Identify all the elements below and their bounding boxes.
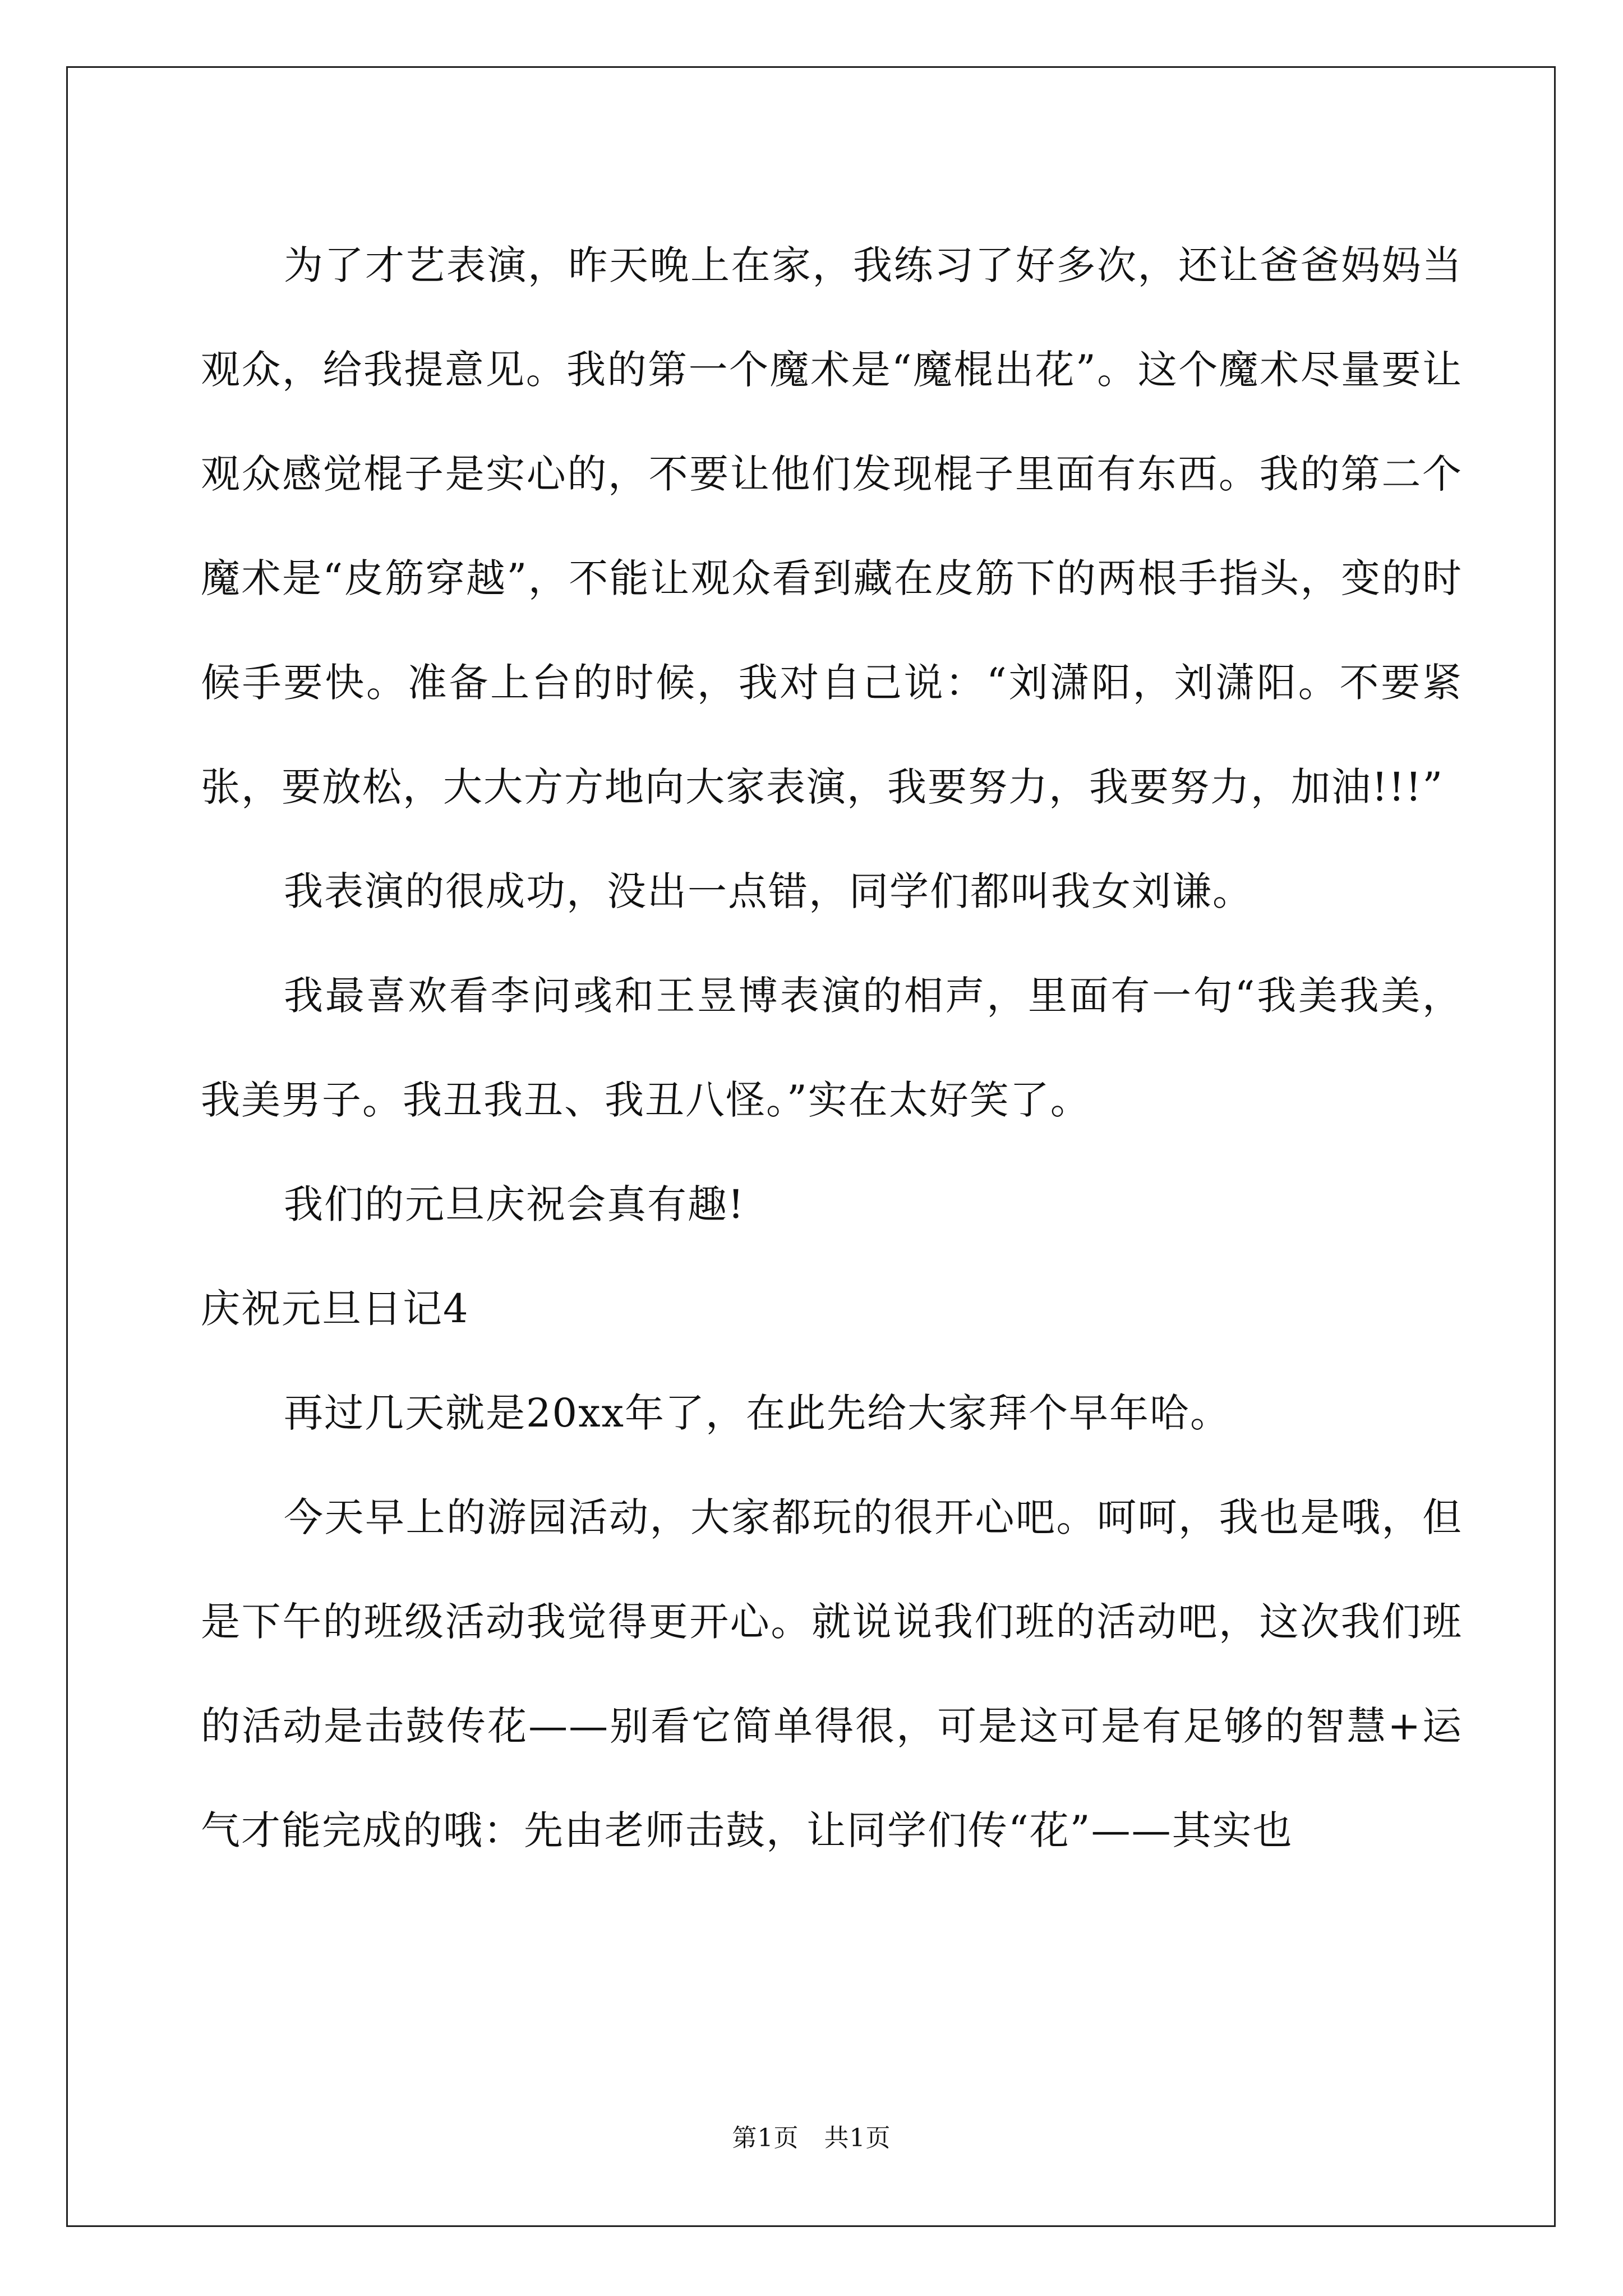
- page-footer: 第1页 共1页: [732, 2124, 891, 2152]
- paragraph-4: 我们的元旦庆祝会真有趣!: [284, 1181, 745, 1227]
- document-body: [201, 213, 1463, 1883]
- paragraph-2: 我表演的很成功，没出一点错，同学们都叫我女刘谦。: [284, 868, 1253, 914]
- paragraph-6: 今天早上的游园活动，大家都玩的很开心吧。呵呵，我也是哦，但是下午的班级活动我觉得更开心。就说说我们班的活动吧，这次我们班的活动是击鼓传花——别看它简单得很，可是这可是有足够的智慧+运气才能完成的哦：先由老师击鼓，让同学们传“花”——其实也: [201, 1494, 1463, 1853]
- section-heading: 庆祝元旦日记4: [201, 1286, 469, 1332]
- paragraph-1: 为了才艺表演，昨天晚上在家，我练习了好多次，还让爸爸妈妈当观众，给我提意见。我的第一个魔术是“魔棍出花”。这个魔术尽量要让观众感觉棍子是实心的，不要让他们发现棍子里面有东西。我的第二个魔术是“皮筋穿越”，不能让观众看到藏在皮筋下的两根手指头，变的时候手要快。准备上台的时候，我对自己说：“刘潇阳，刘潇阳。不要紧张，要放松，大大方方地向大家表演，我要努力，我要努力，加油!!!”: [201, 242, 1463, 810]
- paragraph-5: 再过几天就是20xx年了，在此先给大家拜个早年哈。: [284, 1390, 1231, 1436]
- paragraph-3: 我最喜欢看李问彧和王昱博表演的相声，里面有一句“我美我美，我美男子。我丑我丑、我丑八怪。”实在太好笑了。: [201, 973, 1463, 1123]
